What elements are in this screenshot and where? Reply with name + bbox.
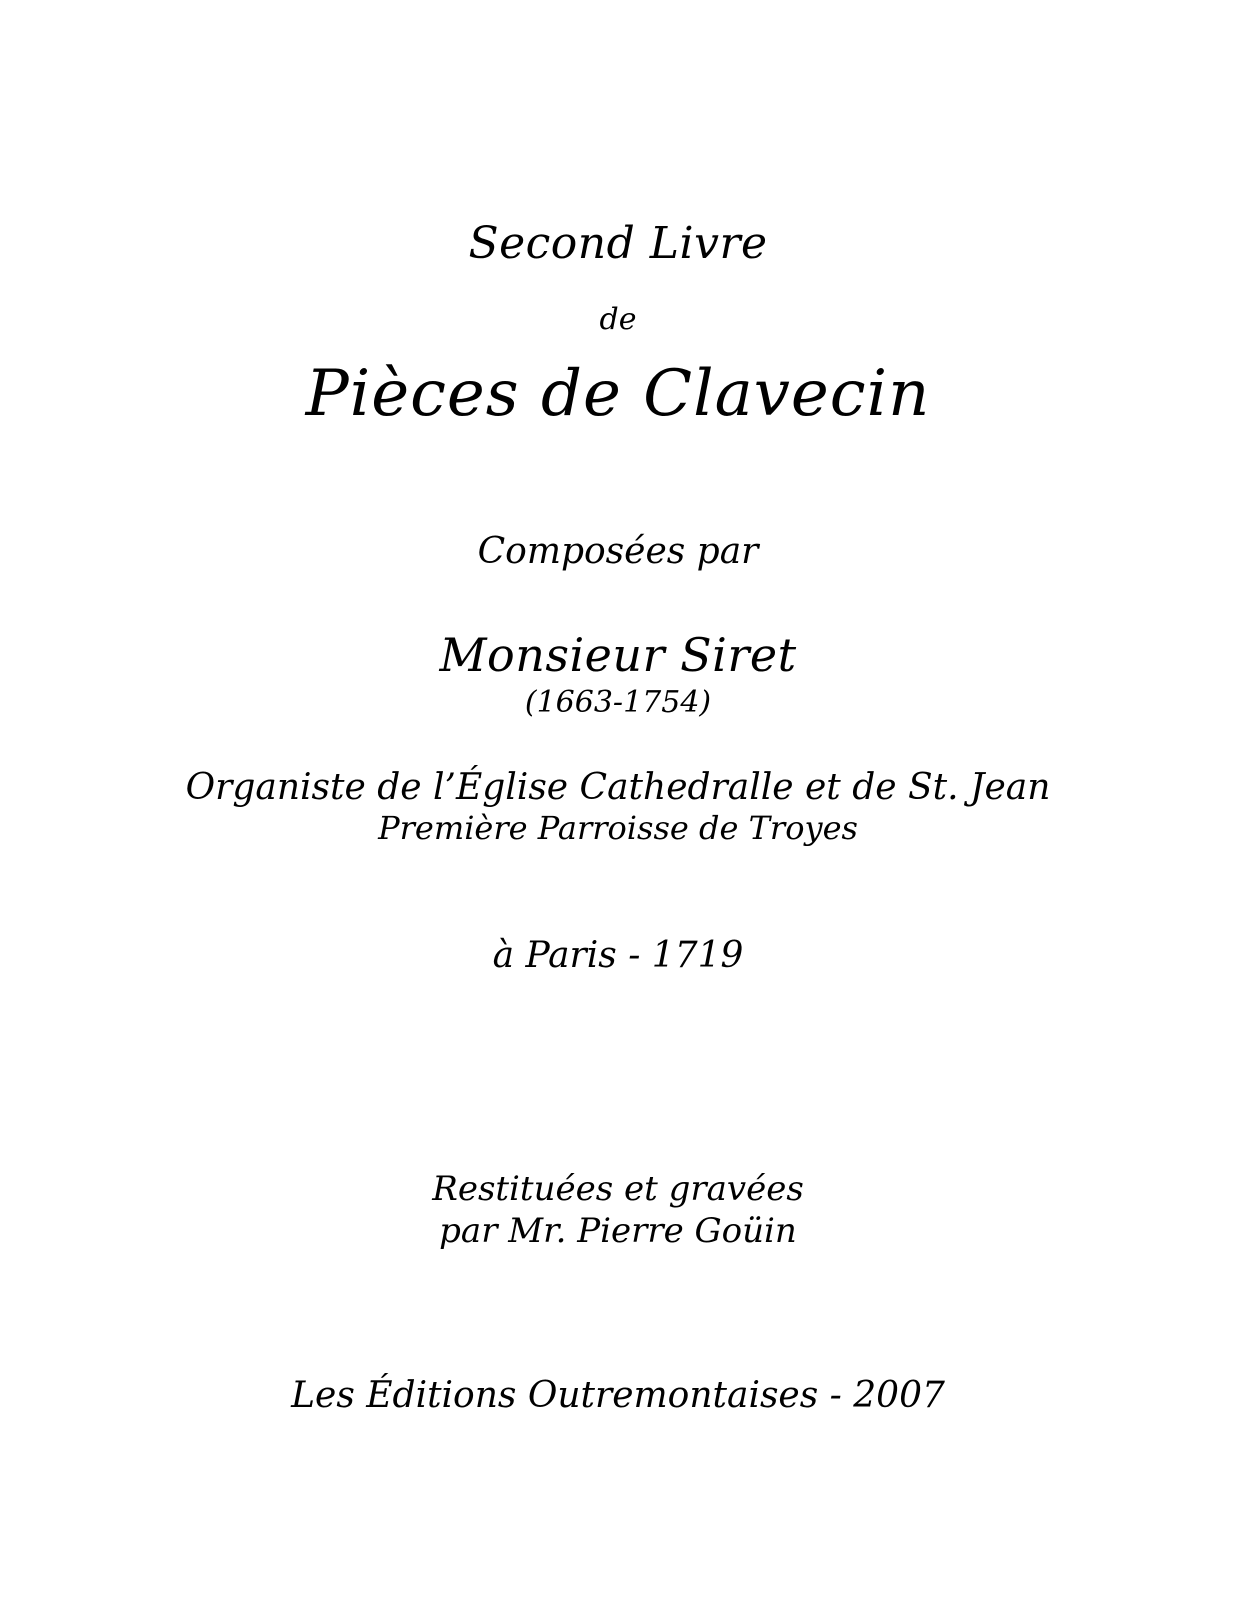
composer-position-line-1: Organiste de l’Église Cathedralle et de St. Jean <box>185 767 1051 808</box>
title-line-second-livre: Second Livre <box>468 218 768 269</box>
main-title: Pièces de Clavecin <box>305 357 931 431</box>
place-and-date: à Paris - 1719 <box>492 935 744 976</box>
composed-by-label: Composées par <box>477 531 759 572</box>
editor-credit-line-1: Restituées et gravées <box>432 1169 804 1209</box>
title-line-de: de <box>599 302 637 337</box>
editor-credit-line-2: par Mr. Pierre Goüin <box>439 1211 797 1251</box>
composer-name: Monsieur Siret <box>439 628 797 682</box>
composer-dates: (1663-1754) <box>524 685 712 720</box>
publisher-line: Les Éditions Outremontaises - 2007 <box>291 1375 945 1416</box>
composer-position-line-2: Première Parroisse de Troyes <box>378 809 858 847</box>
